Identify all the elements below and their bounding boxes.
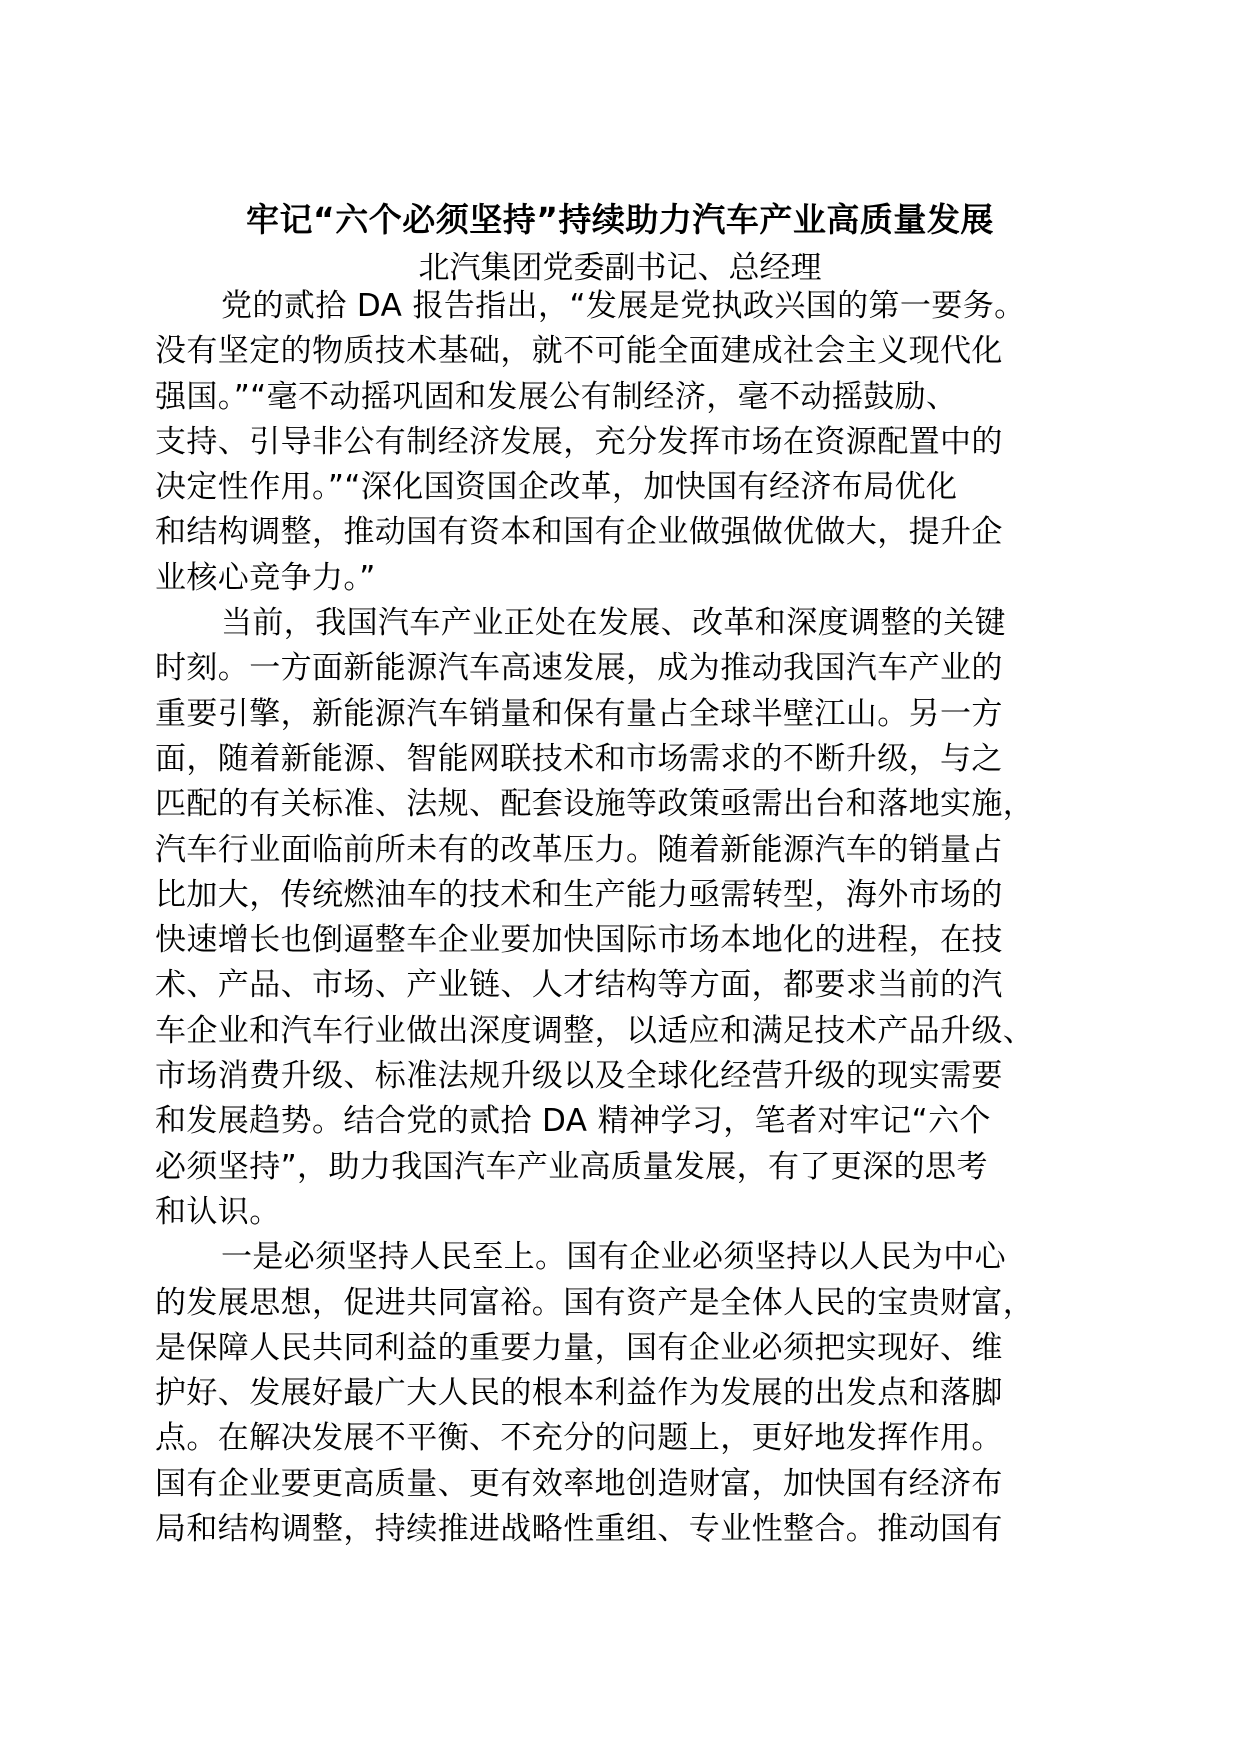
paragraph-line: 点。在解决发展不平衡、不充分的问题上，更好地发挥作用。 [155,1420,1003,1457]
paragraph-line: 当前，我国汽车产业正处在发展、改革和深度调整的关键 [221,605,1006,642]
paragraph-line: 和认识。 [155,1193,281,1230]
paragraph-line: 必须坚持”，助力我国汽车产业高质量发展，有了更深的思考 [155,1148,988,1185]
paragraph-line: 没有坚定的物质技术基础，就不可能全面建成社会主义现代化 [155,333,1003,370]
paragraph-line: 党的贰拾 DA 报告指出，“发展是党执政兴国的第一要务。 [221,288,1026,324]
author-byline: 北汽集团党委副书记、总经理 [418,250,822,286]
paragraph-line: 汽车行业面临前所未有的改革压力。随着新能源汽车的销量占 [155,831,1003,868]
paragraph-line: 强国。”“毫不动摇巩固和发展公有制经济，毫不动摇鼓励、 [155,378,958,415]
paragraph-line: 国有企业要更高质量、更有效率地创造财富，加快国有经济布 [155,1465,1003,1502]
paragraph-line: 和结构调整，推动国有资本和国有企业做强做优做大，提升企 [155,514,1003,551]
paragraph-2 [155,601,1105,1235]
paragraph-line: 的发展思想，促进共同富裕。国有资产是全体人民的宝贵财富， [155,1284,1035,1321]
paragraph-line: 和发展趋势。结合党的贰拾 DA 精神学习，笔者对牢记“六个 [155,1103,991,1140]
paragraph-line: 比加大，传统燃油车的技术和生产能力亟需转型，海外市场的 [155,876,1003,913]
paragraph-1 [155,284,1105,601]
paragraph-line: 业核心竞争力。” [155,559,376,596]
document-title: 牢记“六个必须坚持”持续助力汽车产业高质量发展 [246,200,994,239]
paragraph-3 [155,1235,1105,1552]
paragraph-line: 车企业和汽车行业做出深度调整，以适应和满足技术产品升级、 [155,1012,1035,1049]
paragraph-line: 重要引擎，新能源汽车销量和保有量占全球半壁江山。另一方 [155,695,1003,732]
paragraph-line: 支持、引导非公有制经济发展，充分发挥市场在资源配置中的 [155,423,1003,460]
paragraph-line: 快速增长也倒逼整车企业要加快国际市场本地化的进程，在技 [155,922,1003,959]
paragraph-line: 市场消费升级、标准法规升级以及全球化经营升级的现实需要 [155,1058,1003,1095]
paragraph-line: 术、产品、市场、产业链、人才结构等方面，都要求当前的汽 [155,967,1003,1004]
paragraph-line: 匹配的有关标准、法规、配套设施等政策亟需出台和落地实施， [155,786,1035,823]
document-body [155,284,1105,1552]
paragraph-line: 局和结构调整，持续推进战略性重组、专业性整合。推动国有 [155,1511,1003,1548]
paragraph-line: 护好、发展好最广大人民的根本利益作为发展的出发点和落脚 [155,1375,1003,1412]
paragraph-line: 面，随着新能源、智能网联技术和市场需求的不断升级，与之 [155,740,1003,777]
paragraph-line: 一是必须坚持人民至上。国有企业必须坚持以人民为中心 [221,1239,1006,1276]
paragraph-line: 时刻。一方面新能源汽车高速发展，成为推动我国汽车产业的 [155,650,1003,687]
paragraph-line: 决定性作用。”“深化国资国企改革，加快国有经济布局优化 [155,469,958,506]
paragraph-line: 是保障人民共同利益的重要力量，国有企业必须把实现好、维 [155,1329,1003,1366]
